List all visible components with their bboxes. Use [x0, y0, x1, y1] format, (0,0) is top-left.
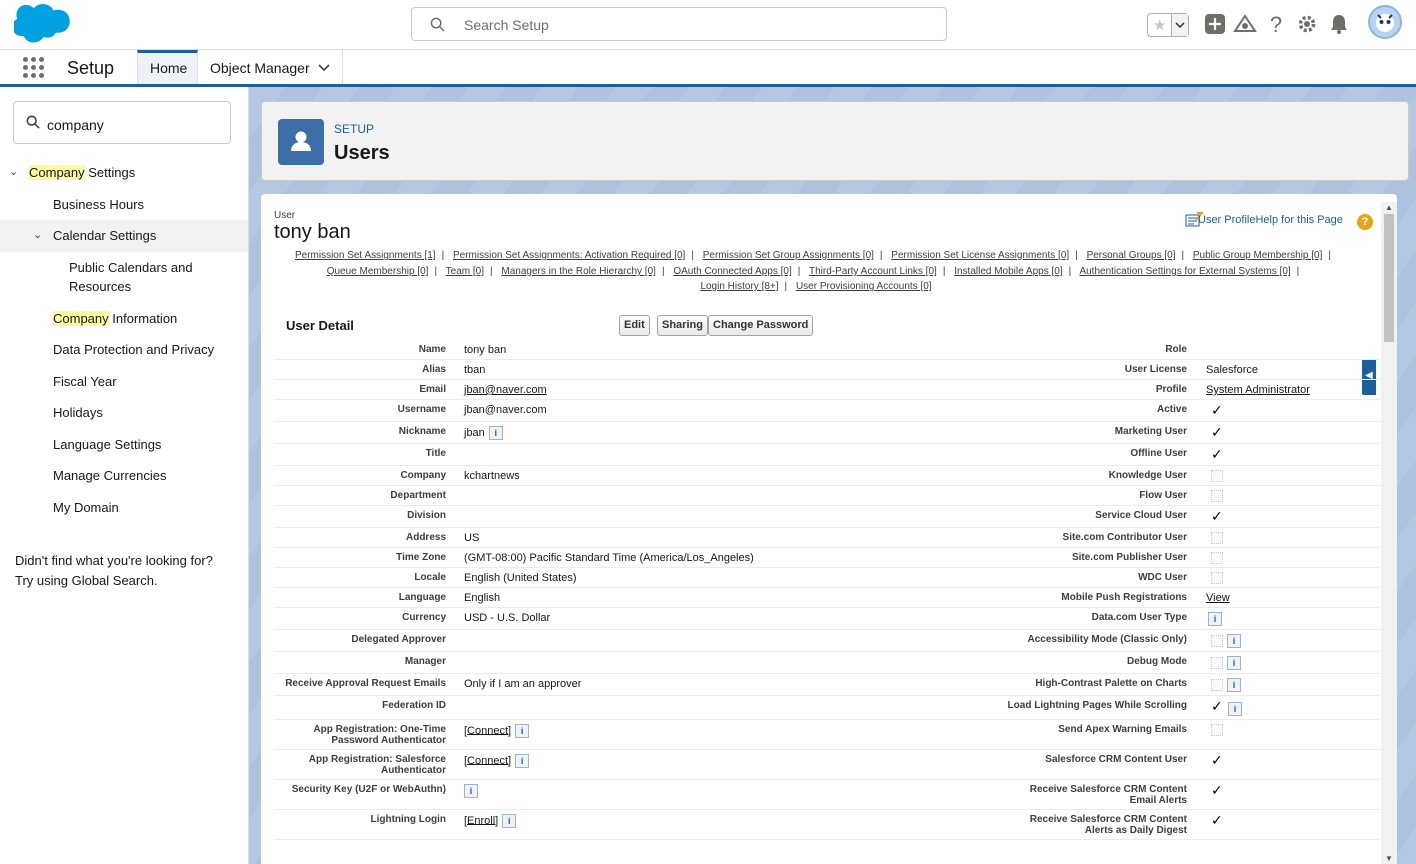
table-row	[274, 466, 1380, 486]
field-label: Address	[274, 528, 464, 548]
chevron-down-icon[interactable]: ⌄	[9, 166, 19, 178]
field-label: Language	[274, 588, 464, 608]
info-icon[interactable]: i	[1227, 656, 1241, 670]
table-row	[274, 380, 1380, 400]
sidebar-item-data-protection[interactable]	[0, 334, 248, 366]
related-link[interactable]: Permission Set Group Assignments [0]	[702, 250, 874, 261]
checked-icon: ✓	[1211, 508, 1223, 525]
field-label: Receive Salesforce CRM Content	[1029, 783, 1187, 795]
field-label: App Registration: Salesforce	[308, 753, 446, 765]
chevron-down-icon	[1172, 14, 1188, 36]
field-value: (GMT-08:00) Pacific Standard Time (America/Los_Angeles)	[464, 548, 814, 568]
sharing-button[interactable]: Sharing	[657, 315, 708, 336]
checked-icon: ✓	[1211, 811, 1223, 828]
field-label: Manager	[274, 652, 464, 674]
app-name: Setup	[67, 58, 115, 78]
unchecked-icon	[1211, 532, 1223, 544]
related-link[interactable]: Permission Set License Assignments [0]	[891, 250, 1070, 261]
star-icon: ★	[1153, 17, 1167, 34]
field-label: Email Alerts	[1129, 794, 1187, 806]
breadcrumb[interactable]: SETUP	[334, 122, 375, 136]
table-row	[274, 779, 1380, 809]
field-label: Division	[274, 506, 464, 528]
field-label: Mobile Push Registrations	[814, 588, 1206, 608]
global-actions-button[interactable]	[1203, 13, 1227, 37]
sidebar-item-label-highlight: Company	[53, 310, 109, 326]
not-found-hint	[15, 551, 213, 591]
field-label: Salesforce CRM Content User	[814, 749, 1206, 779]
sidebar-item-label: Resources	[69, 278, 132, 294]
help-for-this-page-link[interactable]: User ProfileHelp for this Page	[1198, 214, 1343, 226]
field-label: WDC User	[814, 568, 1206, 588]
app-nav-bar	[0, 50, 1416, 87]
scrollbar-thumb[interactable]	[1384, 214, 1394, 342]
app-launcher-icon[interactable]	[23, 57, 45, 79]
sidebar-item-calendar-settings[interactable]	[0, 220, 248, 252]
sidebar-item-label: Data Protection and Privacy	[53, 342, 215, 357]
sidebar-item-label: Manage Currencies	[53, 468, 167, 483]
info-icon[interactable]: i	[489, 426, 503, 440]
sidebar-item-manage-currencies[interactable]	[0, 460, 248, 492]
field-label: Data.com User Type	[814, 608, 1206, 630]
sidebar-item-label: Language Settings	[53, 436, 162, 452]
field-value	[1206, 340, 1380, 360]
table-row	[274, 360, 1380, 380]
field-label: Service Cloud User	[814, 506, 1206, 528]
setup-gear-icon[interactable]	[1295, 13, 1319, 37]
field-label: Security Key (U2F or WebAuthn)	[274, 779, 464, 809]
field-label: Username	[274, 400, 464, 422]
table-row	[274, 696, 1380, 719]
related-links-row-1: Permission Set Assignments [1] | Permission Set Assignments: Activation Required [0] | Permission Set Group Assignments [0] | Permission Set License Assignments [0] | Personal Groups [0] | Public Group Membership [0] |	[294, 250, 1332, 261]
related-link[interactable]: User Provisioning Accounts [0]	[795, 281, 932, 292]
sidebar-item-language-settings[interactable]	[0, 429, 248, 461]
sidebar-item-holidays[interactable]	[0, 397, 248, 429]
sidebar-item-business-hours[interactable]	[0, 189, 248, 221]
unchecked-icon	[1211, 724, 1223, 736]
not-found-line: Didn't find what you're looking for?	[15, 553, 213, 568]
field-label: Time Zone	[274, 548, 464, 568]
sidebar-item-company-settings[interactable]	[0, 157, 248, 189]
sidebar-item-label: Public Calendars and	[69, 259, 193, 275]
field-label: Profile	[814, 380, 1206, 400]
field-value: Salesforce	[1206, 360, 1380, 380]
field-value	[464, 444, 814, 466]
field-label: Load Lightning Pages While Scrolling	[814, 696, 1206, 719]
user-avatar[interactable]	[1368, 5, 1402, 39]
quick-find-input[interactable]	[13, 101, 231, 144]
field-value: tban	[464, 360, 814, 380]
global-search-hint: Try using Global Search.	[15, 573, 158, 588]
field-label: Site.com Publisher User	[814, 548, 1206, 568]
table-row	[274, 719, 1380, 749]
search-icon	[430, 17, 445, 32]
record-type-label: User	[274, 210, 296, 221]
sidebar-item-label: Settings	[84, 165, 136, 180]
field-value: kchartnews	[464, 466, 814, 486]
search-setup-input[interactable]	[411, 7, 947, 41]
field-label: Name	[274, 340, 464, 360]
sidebar-item-label-highlight: Company	[29, 165, 85, 180]
tab-home[interactable]: Home	[137, 50, 198, 84]
field-label: Department	[274, 486, 464, 506]
checked-icon: ✓	[1211, 751, 1223, 768]
table-row	[274, 486, 1380, 506]
related-link[interactable]: Installed Mobile Apps [0]	[954, 266, 1063, 277]
section-title: User Detail	[286, 318, 354, 333]
table-row	[274, 630, 1380, 652]
checked-icon: ✓	[1211, 698, 1223, 715]
field-label: Accessibility Mode (Classic Only)	[814, 630, 1206, 652]
related-link[interactable]: Personal Groups [0]	[1086, 250, 1176, 261]
table-row	[274, 528, 1380, 548]
field-label: Send Apex Warning Emails	[814, 719, 1206, 749]
unchecked-icon	[1211, 552, 1223, 564]
related-link[interactable]: Public Group Membership [0]	[1192, 250, 1323, 261]
field-label: Offline User	[814, 444, 1206, 466]
checked-icon: ✓	[1211, 424, 1223, 440]
table-row	[274, 444, 1380, 466]
field-label: Currency	[274, 608, 464, 630]
related-link[interactable]: Permission Set Assignments [1]	[294, 250, 436, 261]
related-link[interactable]: Third-Party Account Links [0]	[808, 266, 937, 277]
field-value: Only if I am an approver	[464, 674, 814, 696]
scroll-up-icon[interactable]: ▲	[1385, 203, 1393, 212]
table-row	[274, 809, 1380, 839]
field-value: jban	[464, 426, 485, 439]
field-label: Knowledge User	[814, 466, 1206, 486]
field-label: Lightning Login	[274, 809, 464, 839]
table-row	[274, 506, 1380, 528]
field-label: High-Contrast Palette on Charts	[814, 674, 1206, 696]
field-value: tony ban	[464, 340, 814, 360]
table-row	[274, 548, 1380, 568]
checked-icon: ✓	[1211, 781, 1223, 798]
table-row	[274, 400, 1380, 422]
profile-link[interactable]: System Administrator	[1206, 384, 1310, 396]
user-name-title: tony ban	[274, 221, 351, 243]
unchecked-icon	[1211, 635, 1223, 647]
info-icon[interactable]: i	[1227, 678, 1241, 692]
plus-icon	[1204, 13, 1226, 35]
info-icon[interactable]: i	[464, 784, 478, 798]
sidebar-item-label: Business Hours	[53, 196, 145, 212]
setup-sidebar	[0, 87, 249, 864]
connect-link[interactable]: [Connect]	[464, 754, 512, 767]
field-label: Alerts as Daily Digest	[1084, 824, 1187, 836]
field-label: Site.com Contributor User	[814, 528, 1206, 548]
related-links-row-2: Queue Membership [0] | Team [0] | Managers in the Role Hierarchy [0] | OAuth Connected Apps [0] | Third-Party Account Links [0] | Installed Mobile Apps [0] | Authentication Settings for External Systems [0] |	[326, 266, 1300, 277]
field-label: Company	[274, 466, 464, 486]
tab-object-manager-label: Object Manager	[210, 60, 310, 76]
info-icon[interactable]: i	[1227, 634, 1241, 648]
related-link[interactable]: Authentication Settings for External Systems [0]	[1079, 266, 1291, 277]
change-password-button[interactable]: Change Password	[708, 315, 813, 336]
field-label: Debug Mode	[814, 652, 1206, 674]
info-icon[interactable]: i	[1228, 702, 1242, 716]
field-label: Marketing User	[814, 422, 1206, 444]
bell-icon[interactable]	[1327, 13, 1351, 37]
user-detail-table	[274, 340, 1380, 840]
table-row	[274, 674, 1380, 696]
sidebar-item-label: Fiscal Year	[53, 373, 117, 389]
scrollbar[interactable]	[1381, 202, 1397, 864]
related-link[interactable]: Managers in the Role Hierarchy [0]	[501, 266, 656, 277]
field-value: US	[464, 528, 814, 548]
connect-link[interactable]: [Connect]	[464, 724, 512, 737]
field-value	[464, 630, 814, 652]
unchecked-icon	[1211, 679, 1223, 691]
user-icon	[278, 119, 324, 165]
trailhead-button[interactable]	[1233, 13, 1257, 37]
info-icon[interactable]: i	[515, 754, 529, 768]
field-value: English	[464, 588, 814, 608]
table-row	[274, 652, 1380, 674]
unchecked-icon	[1211, 657, 1223, 669]
setup-tree	[0, 157, 248, 523]
field-label: Active	[814, 400, 1206, 422]
trailhead-icon	[1233, 13, 1257, 35]
table-row	[274, 588, 1380, 608]
help-icon[interactable]: ?	[1269, 12, 1283, 37]
page-title: Users	[334, 142, 390, 164]
unchecked-icon	[1211, 490, 1223, 502]
field-value	[464, 696, 814, 719]
email-link[interactable]: jban@naver.com	[464, 384, 547, 396]
sidebar-item-public-calendars[interactable]	[0, 252, 248, 303]
related-link[interactable]: Permission Set Assignments: Activation Required [0]	[452, 250, 686, 261]
field-label: Flow User	[814, 486, 1206, 506]
table-row	[274, 568, 1380, 588]
help-icon[interactable]: ?	[1357, 214, 1373, 230]
related-links-row-3: Login History [8+] | User Provisioning Accounts [0]	[700, 281, 932, 292]
field-label: Receive Salesforce CRM Content	[1029, 813, 1187, 825]
field-value	[464, 486, 814, 506]
field-label: Title	[274, 444, 464, 466]
field-label: Nickname	[274, 422, 464, 444]
sidebar-item-my-domain[interactable]	[0, 492, 248, 524]
sidebar-item-company-information[interactable]	[0, 303, 248, 335]
user-detail-panel	[261, 194, 1397, 864]
field-value: USD - U.S. Dollar	[464, 608, 814, 630]
field-label: Email	[274, 380, 464, 400]
field-label: Alias	[274, 360, 464, 380]
field-label: Role	[814, 340, 1206, 360]
checked-icon: ✓	[1211, 446, 1223, 462]
favorites-button[interactable]	[1147, 13, 1189, 37]
related-link[interactable]: Login History [8+]	[700, 281, 779, 292]
field-value: English (United States)	[464, 568, 814, 588]
sidebar-item-label: Holidays	[53, 405, 103, 420]
info-icon[interactable]: i	[502, 814, 516, 828]
edit-button[interactable]: Edit	[619, 315, 650, 336]
info-icon[interactable]: i	[515, 724, 529, 738]
enroll-link[interactable]: [Enroll]	[464, 814, 499, 827]
field-label: Receive Approval Request Emails	[274, 674, 464, 696]
global-header	[0, 0, 1416, 50]
table-row	[274, 608, 1380, 630]
tab-object-manager[interactable]	[198, 50, 343, 84]
favorites-dropdown[interactable]	[1171, 14, 1188, 36]
sidebar-item-label: My Domain	[53, 499, 119, 515]
field-label: App Registration: One-Time	[313, 723, 446, 735]
checked-icon: ✓	[1211, 402, 1223, 418]
field-value	[464, 506, 814, 528]
scroll-down-icon[interactable]: ▼	[1385, 854, 1393, 863]
field-label: Authenticator	[381, 764, 446, 776]
search-placeholder: Search Setup	[464, 17, 549, 33]
salesforce-logo[interactable]	[14, 4, 72, 44]
page-header	[261, 101, 1409, 181]
info-icon[interactable]: i	[1208, 612, 1222, 626]
sidebar-item-label: Information	[108, 310, 178, 326]
unchecked-icon	[1211, 470, 1223, 482]
sidebar-item-fiscal-year[interactable]	[0, 366, 248, 398]
related-link[interactable]: Team [0]	[445, 266, 485, 277]
chevron-down-icon[interactable]: ⌄	[33, 229, 43, 241]
main-region	[249, 87, 1416, 864]
field-label: Password Authenticator	[331, 734, 446, 746]
field-label: Locale	[274, 568, 464, 588]
field-value: jban@naver.com	[464, 400, 814, 422]
chevron-left-icon: ◀	[1365, 370, 1373, 381]
field-label: User License	[814, 360, 1206, 380]
table-row	[274, 340, 1380, 360]
sidebar-item-label: Calendar Settings	[53, 228, 157, 243]
table-row	[274, 422, 1380, 444]
field-value	[464, 652, 814, 674]
unchecked-icon	[1211, 572, 1223, 584]
quick-find-value: company	[47, 117, 104, 133]
search-icon	[26, 115, 40, 129]
field-label: Federation ID	[274, 696, 464, 719]
related-link[interactable]: Queue Membership [0]	[326, 266, 429, 277]
view-link[interactable]: View	[1206, 592, 1230, 605]
field-label: Delegated Approver	[274, 630, 464, 652]
table-row	[274, 749, 1380, 779]
related-link[interactable]: OAuth Connected Apps [0]	[673, 266, 792, 277]
